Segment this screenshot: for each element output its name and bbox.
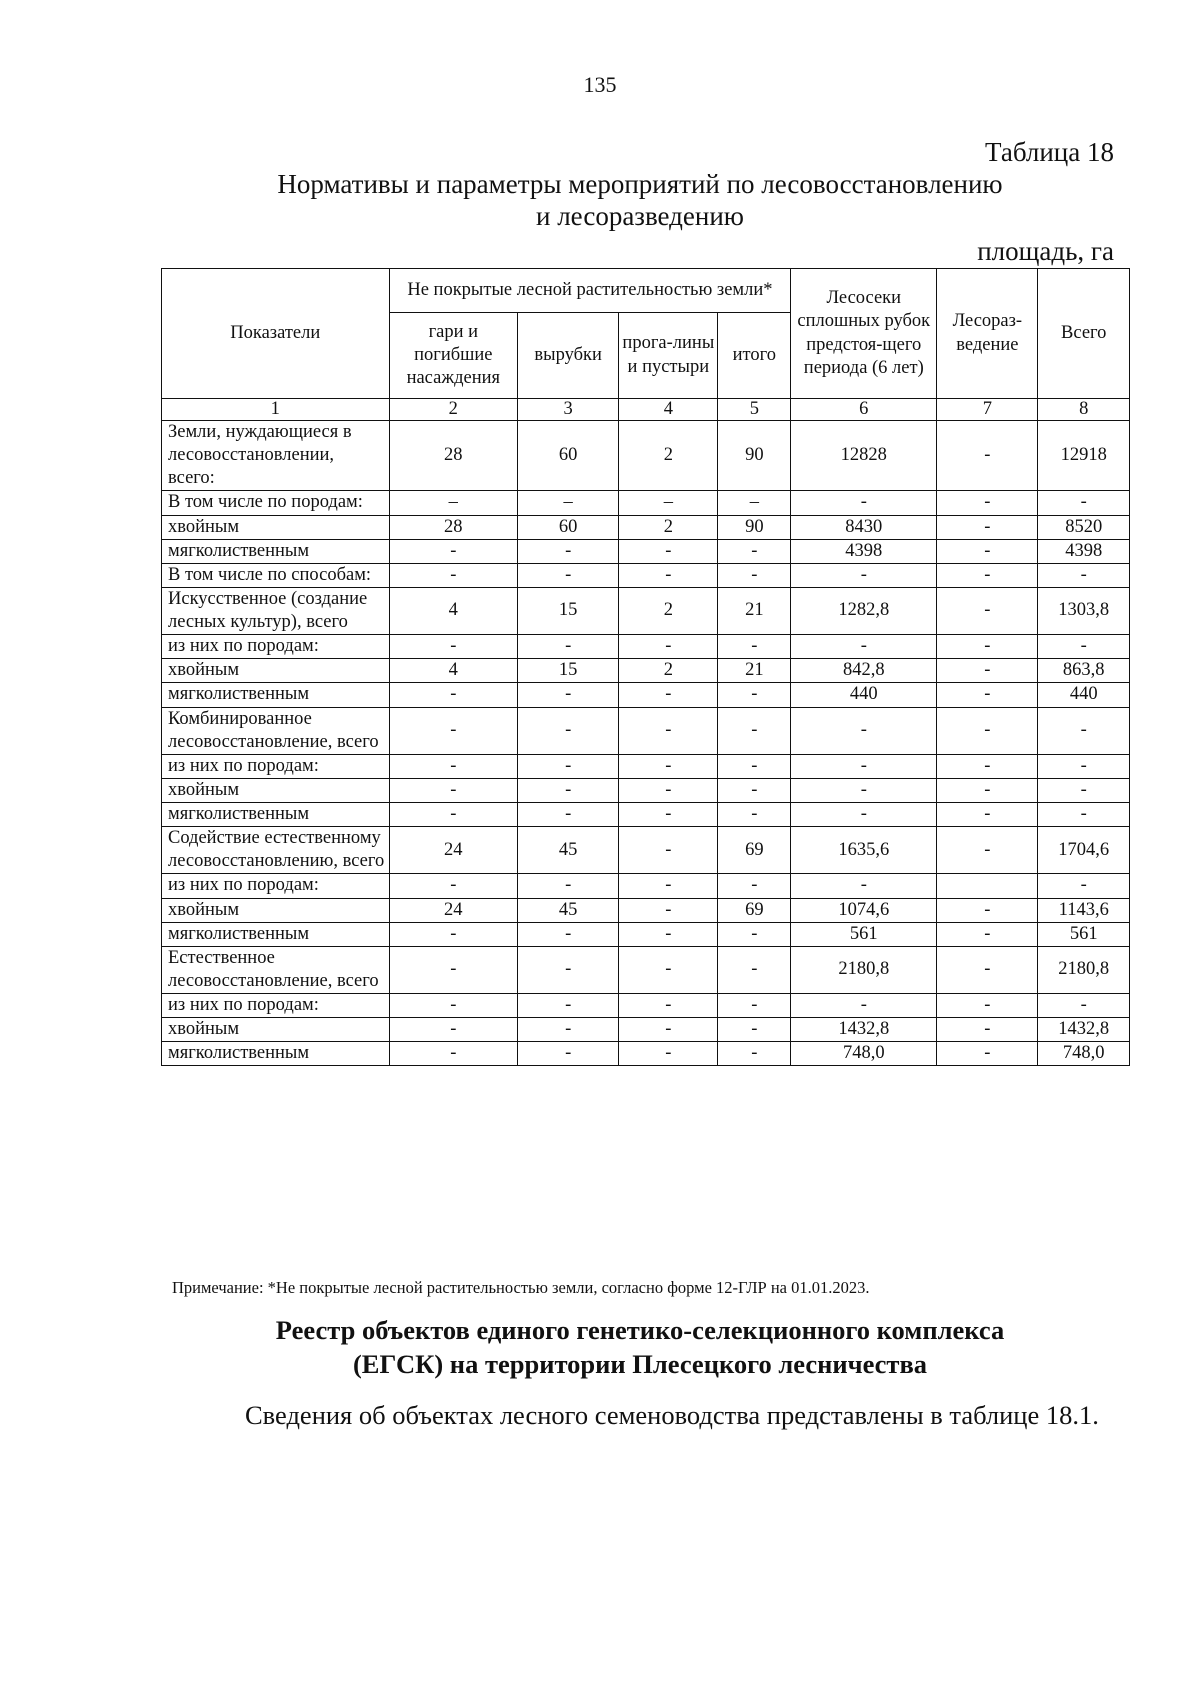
value-cell: - [937,659,1038,683]
value-cell: 2 [619,659,718,683]
value-cell: - [619,827,718,874]
table-row [162,754,1130,778]
value-cell: 15 [518,659,619,683]
value-cell: 90 [718,515,791,539]
table-row [162,994,1130,1018]
value-cell: 2180,8 [791,946,937,993]
column-number: 4 [619,399,718,421]
table-row [162,946,1130,993]
row-label: мягколиственным [162,683,390,707]
value-cell: - [389,563,517,587]
value-cell: - [791,707,937,754]
table-row [162,587,1130,634]
value-cell: 8430 [791,515,937,539]
value-cell: - [389,635,517,659]
table-label: Таблица 18 [985,137,1114,167]
value-cell: - [518,994,619,1018]
value-cell: 748,0 [1038,1042,1130,1066]
value-cell: - [389,874,517,898]
value-cell: - [1038,994,1130,1018]
value-cell: - [937,778,1038,802]
table-row [162,515,1130,539]
value-cell: - [937,946,1038,993]
value-cell: - [937,754,1038,778]
header-clearcut-areas: Лесосеки сплошных рубок предстоя-щего периода (6 лет) [791,269,937,399]
value-cell: 24 [389,827,517,874]
header-burned: гари и погибшие насаждения [389,313,517,399]
value-cell: 4 [389,587,517,634]
value-cell: - [1038,874,1130,898]
value-cell: - [619,707,718,754]
row-label: из них по породам: [162,754,390,778]
value-cell: - [1038,635,1130,659]
value-cell: 1635,6 [791,827,937,874]
value-cell: - [518,707,619,754]
value-cell: - [937,827,1038,874]
row-label: хвойным [162,1018,390,1042]
value-cell: 4398 [1038,539,1130,563]
row-label: из них по породам: [162,994,390,1018]
row-label: из них по породам: [162,874,390,898]
value-cell: - [937,1018,1038,1042]
value-cell: 2 [619,515,718,539]
value-cell: - [937,1042,1038,1066]
header-glades: прога-лины и пустыри [619,313,718,399]
value-cell: - [389,994,517,1018]
value-cell: - [619,1018,718,1042]
value-cell: - [791,754,937,778]
value-cell: - [937,515,1038,539]
section-heading-line-1: Реестр объектов единого генетико-селекционного комплекса [275,1315,1005,1345]
column-number: 8 [1038,399,1130,421]
value-cell: - [718,778,791,802]
value-cell: 4398 [791,539,937,563]
table-body [162,421,1130,1066]
value-cell: - [937,421,1038,491]
value-cell: - [718,803,791,827]
value-cell: - [791,778,937,802]
value-cell: 12918 [1038,421,1130,491]
value-cell: - [619,778,718,802]
value-cell: 21 [718,587,791,634]
row-label: Земли, нуждающиеся в лесовосстановлении, всего: [162,421,390,491]
value-cell: - [619,1042,718,1066]
value-cell: - [791,635,937,659]
value-cell: - [389,778,517,802]
row-label: В том числе по способам: [162,563,390,587]
value-cell: - [389,946,517,993]
value-cell: - [518,946,619,993]
header-indicators: Показатели [162,269,390,399]
table-note: Примечание: *Не покрытые лесной растительностью земли, согласно форме 12-ГЛР на 01.01.2023. [172,1278,870,1297]
value-cell: - [937,707,1038,754]
table-row [162,491,1130,515]
value-cell: 561 [1038,922,1130,946]
table-row [162,1042,1130,1066]
row-label: В том числе по породам: [162,491,390,515]
value-cell: - [937,683,1038,707]
table-row [162,683,1130,707]
value-cell: 440 [1038,683,1130,707]
value-cell: - [518,754,619,778]
value-cell [937,874,1038,898]
body-paragraph: Сведения об объектах лесного семеноводства представлены в таблице 18.1. [245,1400,1099,1430]
value-cell: – [718,491,791,515]
value-cell: 24 [389,898,517,922]
value-cell: - [937,539,1038,563]
table-title-line-2: и лесоразведению [536,201,744,232]
value-cell: - [1038,778,1130,802]
value-cell: - [791,803,937,827]
value-cell: - [718,635,791,659]
value-cell: - [718,707,791,754]
value-cell: 69 [718,898,791,922]
column-number: 7 [937,399,1038,421]
value-cell: - [937,563,1038,587]
table-row [162,707,1130,754]
value-cell: - [937,994,1038,1018]
column-number: 1 [162,399,390,421]
value-cell: - [619,874,718,898]
value-cell: - [389,683,517,707]
value-cell: - [619,754,718,778]
value-cell: - [619,539,718,563]
column-number: 3 [518,399,619,421]
value-cell: - [718,946,791,993]
units-label: площадь, га [977,236,1114,266]
value-cell: 4 [389,659,517,683]
value-cell: 440 [791,683,937,707]
value-cell: - [389,1018,517,1042]
value-cell: 842,8 [791,659,937,683]
value-cell: 1432,8 [791,1018,937,1042]
value-cell: - [518,683,619,707]
value-cell: 90 [718,421,791,491]
value-cell: 748,0 [791,1042,937,1066]
value-cell: – [389,491,517,515]
value-cell: 1143,6 [1038,898,1130,922]
value-cell: - [791,563,937,587]
table-row [162,421,1130,491]
row-label: мягколиственным [162,539,390,563]
table-title [160,168,1120,233]
value-cell: - [518,803,619,827]
value-cell: – [619,491,718,515]
value-cell: 60 [518,515,619,539]
table-row [162,635,1130,659]
value-cell: - [937,803,1038,827]
row-label: Комбинированное лесовосстановление, всего [162,707,390,754]
table-row [162,1018,1130,1042]
value-cell: 69 [718,827,791,874]
value-cell: - [937,491,1038,515]
value-cell: - [937,922,1038,946]
table-row [162,922,1130,946]
value-cell: - [619,563,718,587]
value-cell: 1303,8 [1038,587,1130,634]
value-cell: 28 [389,421,517,491]
table-title-line-1: Нормативы и параметры мероприятий по лесовосстановлению [277,169,1003,199]
value-cell: - [1038,803,1130,827]
value-cell: - [518,874,619,898]
row-label: хвойным [162,515,390,539]
value-cell: - [389,754,517,778]
value-cell: 2180,8 [1038,946,1130,993]
value-cell: - [718,922,791,946]
table-row [162,539,1130,563]
row-label: Естественное лесовосстановление, всего [162,946,390,993]
header-cuttings: вырубки [518,313,619,399]
value-cell: - [718,994,791,1018]
value-cell: - [718,539,791,563]
value-cell: 1432,8 [1038,1018,1130,1042]
value-cell: 1282,8 [791,587,937,634]
value-cell: - [791,491,937,515]
header-total-uncovered: итого [718,313,791,399]
row-label: мягколиственным [162,803,390,827]
value-cell: - [718,754,791,778]
value-cell: - [389,707,517,754]
value-cell: - [718,563,791,587]
value-cell: - [619,635,718,659]
value-cell: - [1038,563,1130,587]
table-row [162,659,1130,683]
table-row [162,827,1130,874]
column-number: 6 [791,399,937,421]
table-row [162,898,1130,922]
table-row [162,874,1130,898]
column-number: 5 [718,399,791,421]
value-cell: - [718,683,791,707]
value-cell: - [619,922,718,946]
value-cell: 2 [619,421,718,491]
row-label: из них по породам: [162,635,390,659]
value-cell: 1074,6 [791,898,937,922]
value-cell: 2 [619,587,718,634]
value-cell: - [937,635,1038,659]
row-label: мягколиственным [162,922,390,946]
value-cell: 8520 [1038,515,1130,539]
value-cell: - [518,1018,619,1042]
column-number: 2 [389,399,517,421]
value-cell: - [619,994,718,1018]
value-cell: 863,8 [1038,659,1130,683]
value-cell: 21 [718,659,791,683]
header-grand-total: Всего [1038,269,1130,399]
value-cell: - [937,898,1038,922]
row-label: мягколиственным [162,1042,390,1066]
value-cell: - [389,803,517,827]
row-label: хвойным [162,898,390,922]
table-row [162,778,1130,802]
value-cell: 15 [518,587,619,634]
value-cell: - [389,1042,517,1066]
value-cell: 45 [518,898,619,922]
value-cell: 561 [791,922,937,946]
value-cell: - [1038,491,1130,515]
value-cell: 12828 [791,421,937,491]
value-cell: - [389,922,517,946]
row-label: хвойным [162,659,390,683]
table-row [162,803,1130,827]
value-cell: - [619,946,718,993]
value-cell: 28 [389,515,517,539]
value-cell: - [718,1042,791,1066]
value-cell: - [518,563,619,587]
value-cell: - [518,539,619,563]
column-number-row [162,399,1130,421]
value-cell: - [791,874,937,898]
section-heading [160,1314,1120,1382]
value-cell: - [718,1018,791,1042]
value-cell: - [389,539,517,563]
value-cell: - [791,994,937,1018]
row-label: Искусственное (создание лесных культур), всего [162,587,390,634]
value-cell: 1704,6 [1038,827,1130,874]
header-uncovered-group: Не покрытые лесной растительностью земли* [389,269,791,313]
value-cell: - [1038,754,1130,778]
value-cell: - [518,922,619,946]
header-afforestation: Лесораз-ведение [937,269,1038,399]
norms-table [161,268,1130,1066]
page-number: 135 [583,72,617,97]
value-cell: - [518,635,619,659]
value-cell: 60 [518,421,619,491]
value-cell: - [1038,707,1130,754]
value-cell: - [937,587,1038,634]
section-heading-line-2: (ЕГСК) на территории Плесецкого лесничества [352,1348,928,1379]
value-cell: - [619,683,718,707]
value-cell: - [518,778,619,802]
row-label: Содействие естественному лесовосстановлению, всего [162,827,390,874]
value-cell: - [718,874,791,898]
value-cell: – [518,491,619,515]
row-label: хвойным [162,778,390,802]
value-cell: - [518,1042,619,1066]
value-cell: 45 [518,827,619,874]
value-cell: - [619,898,718,922]
value-cell: - [619,803,718,827]
table-row [162,563,1130,587]
